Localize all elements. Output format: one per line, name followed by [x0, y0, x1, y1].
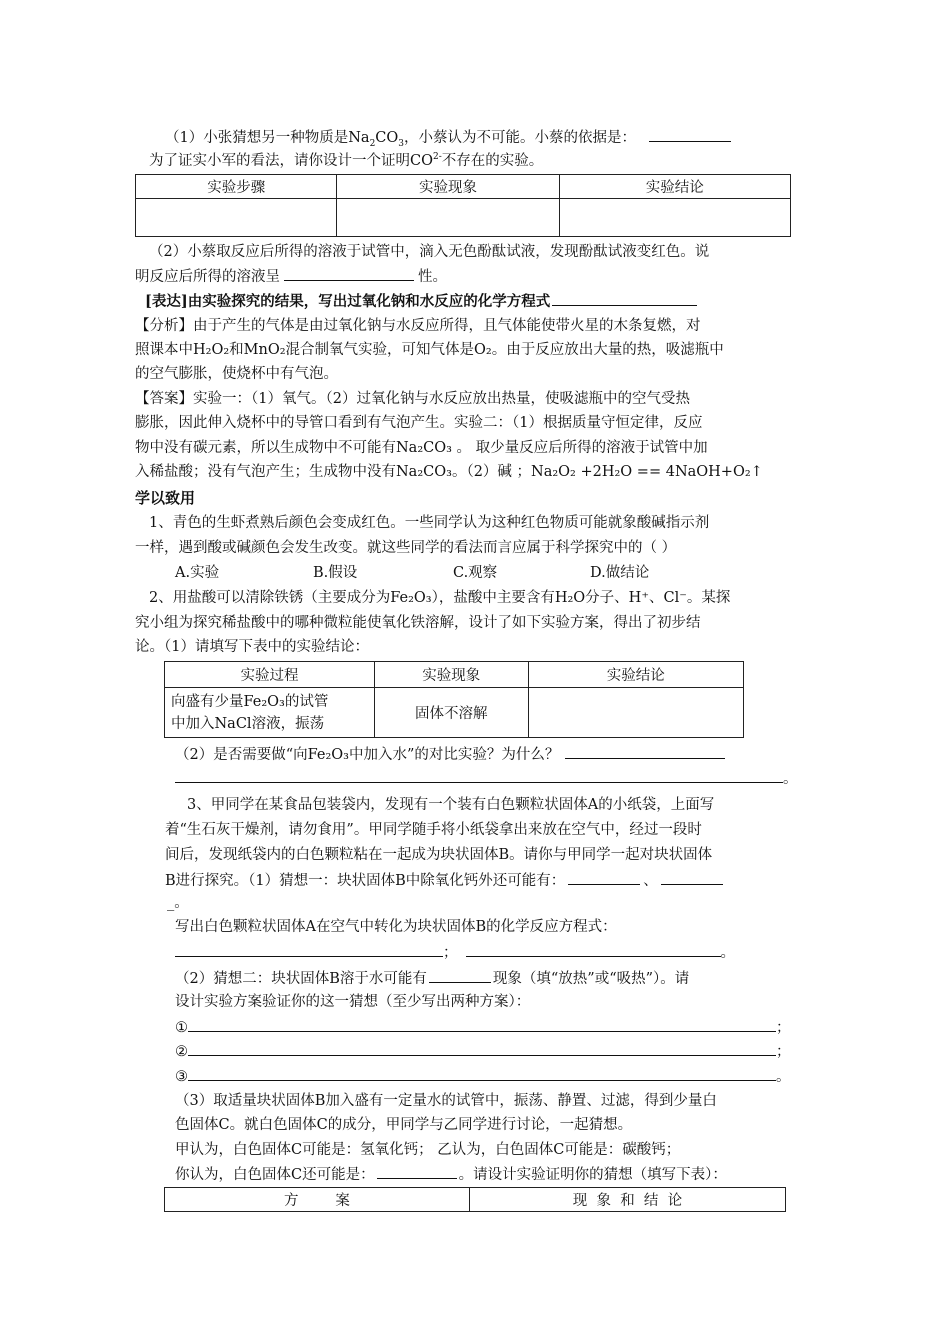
option-d[interactable]: D.做结论 [590, 565, 650, 581]
table2-conclusion-cell[interactable] [528, 688, 743, 738]
problem3-line: B进行探究。（1）猜想一：块状固体B中除氧化钙外还可能有： 、 [165, 870, 723, 891]
guess2-line: （2）猜想二：块状固体B溶于水可能有 现象（填“放热”或“吸热”）。请 [175, 968, 689, 989]
answer-line: 【答案】实验一：（1）氧气。（2）过氧化钠与水反应放出热量，使吸滤瓶中的空气受热 [135, 391, 690, 407]
table1-cell[interactable] [337, 199, 559, 237]
answer-blank[interactable] [568, 870, 640, 885]
option-a[interactable]: A.实验 [175, 565, 220, 581]
answer-blank[interactable] [188, 1017, 776, 1032]
guess2-line: 设计实验方案验证你的这一猜想（至少写出两种方案）： [175, 994, 531, 1010]
problem3-line: 着“生石灰干燥剂，请勿食用”。甲同学随手将小纸袋拿出来放在空气中，经过一段时 [165, 822, 702, 838]
answer-blank[interactable] [175, 942, 443, 957]
part3-line: 甲认为，白色固体C可能是：氢氧化钙； 乙认为，白色固体C可能是：碳酸钙； [175, 1142, 681, 1158]
equation-prompt: 写出白色颗粒状固体A在空气中转化为块状固体B的化学反应方程式： [175, 919, 617, 935]
experiment-table-1 [135, 174, 791, 237]
table1-header: 实验步骤 [136, 175, 337, 199]
problem1-line: 一样，遇到酸或碱颜色会发生改变。就这些同学的看法而言应属于科学探究中的（ ） [135, 540, 677, 556]
part3-line: 你认为，白色固体C还可能是： 。请设计实验证明你的猜想（填写下表）： [175, 1164, 727, 1185]
table1-header: 实验结论 [559, 175, 790, 199]
answer-blank[interactable] [565, 744, 725, 759]
experiment-table-2 [164, 661, 744, 738]
answer-blank[interactable] [175, 768, 783, 783]
part3-line: （3）取适量块状固体B加入盛有一定量水的试管中，振荡、静置、过滤，得到少量白 [175, 1093, 717, 1109]
problem2-q2: （2）是否需要做“向Fe₂O₃中加入水”的对比实验？为什么？ [175, 744, 725, 765]
analysis-line: 【分析】由于产生的气体是由过氧化钠与水反应所得，且气体能使带火星的木条复燃，对 [135, 318, 701, 334]
answer-blank[interactable] [188, 1066, 776, 1081]
answer-blank[interactable] [661, 870, 723, 885]
problem2-line: 论。（1）请填写下表中的实验结论： [135, 639, 369, 655]
section-title: 学以致用 [135, 489, 196, 507]
table2-header: 实验过程 [165, 662, 375, 688]
answer-blank[interactable] [429, 968, 491, 983]
analysis-line: 的空气膨胀，使烧杯中有气泡。 [135, 366, 338, 382]
table2-header: 实验结论 [528, 662, 743, 688]
answer-blank[interactable] [377, 1164, 457, 1179]
q2-line1: （2）小蔡取反应后所得的溶液于试管中，滴入无色酚酞试液，发现酚酞试液变红色。说 [149, 244, 710, 260]
problem2-line: 究小组为探究稀盐酸中的哪种微粒能使氧化铁溶解，设计了如下实验方案，得出了初步结 [135, 615, 701, 631]
scheme-3: ③ 。 [175, 1066, 791, 1087]
table1-header: 实验现象 [337, 175, 559, 199]
scheme-1: ① ； [175, 1017, 791, 1038]
problem2-line: 2、用盐酸可以清除铁锈（主要成分为Fe₂O₃），盐酸中主要含有H₂O分子、H⁺、Cl⁻。某探 [149, 590, 731, 606]
problem3-line: 3、甲同学在某食品包装袋内，发现有一个装有白色颗粒状固体A的小纸袋，上面写 [187, 797, 715, 813]
table1-cell[interactable] [136, 199, 337, 237]
verify-line: 为了证实小军的看法，请你设计一个证明$CO^{2-}$不存在的实验。 [149, 152, 544, 169]
problem3-line: _。 [167, 895, 189, 911]
table2-process-cell: 向盛有少量Fe₂O₃的试管 中加入NaCl溶液，振荡 [165, 688, 375, 738]
option-b[interactable]: B.假设 [313, 565, 358, 581]
equation-blanks: ； 。 [175, 942, 735, 963]
table2-phenomenon-cell: 固体不溶解 [375, 688, 529, 738]
answer-blank[interactable] [188, 1041, 776, 1056]
express-line: [表达]由实验探究的结果，写出过氧化钠和水反应的化学方程式 [145, 291, 697, 312]
answer-blank[interactable] [649, 127, 731, 142]
q1-line: （1）小张猜想另一种物质是$Na_2CO_3$，小蔡认为不可能。小蔡的依据是： [165, 127, 731, 148]
problem3-line: 间后，发现纸袋内的白色颗粒粘在一起成为块状固体B。请你与甲同学一起对块状固体 [165, 847, 713, 863]
answer-line: 膨胀，因此伸入烧杯中的导管口看到有气泡产生。实验二：（1）根据质量守恒定律，反应 [135, 415, 703, 431]
table3-header: 方 案 [165, 1188, 470, 1212]
table1-cell[interactable] [559, 199, 790, 237]
table2-header: 实验现象 [375, 662, 529, 688]
experiment-table-3 [164, 1187, 786, 1212]
part3-line: 色固体C。就白色固体C的成分，甲同学与乙同学进行讨论，一起猜想。 [175, 1117, 633, 1133]
answer-line-full: 。 [175, 768, 798, 789]
q2-line2: 明反应后所得的溶液呈 性。 [135, 266, 447, 287]
answer-line: 入稀盐酸；没有气泡产生；生成物中没有Na₂CO₃。（2）碱 ；Na₂O₂ +2H₂O == 4NaOH+O₂↑ [135, 464, 763, 480]
problem1-line: 1、青色的生虾煮熟后颜色会变成红色。一些同学认为这种红色物质可能就象酸碱指示剂 [149, 515, 710, 531]
answer-blank[interactable] [552, 291, 697, 306]
analysis-line: 照课本中H₂O₂和MnO₂混合制氧气实验，可知气体是O₂。由于反应放出大量的热，吸滤瓶中 [135, 342, 724, 358]
option-c[interactable]: C.观察 [453, 565, 498, 581]
answer-line: 物中没有碳元素，所以生成物中不可能有Na₂CO₃ 。 取少量反应后所得的溶液于试管中加 [135, 440, 708, 456]
scheme-2: ② ； [175, 1041, 791, 1062]
table3-header: 现 象 和 结 论 [469, 1188, 785, 1212]
answer-blank[interactable] [284, 266, 414, 281]
answer-blank[interactable] [466, 942, 721, 957]
